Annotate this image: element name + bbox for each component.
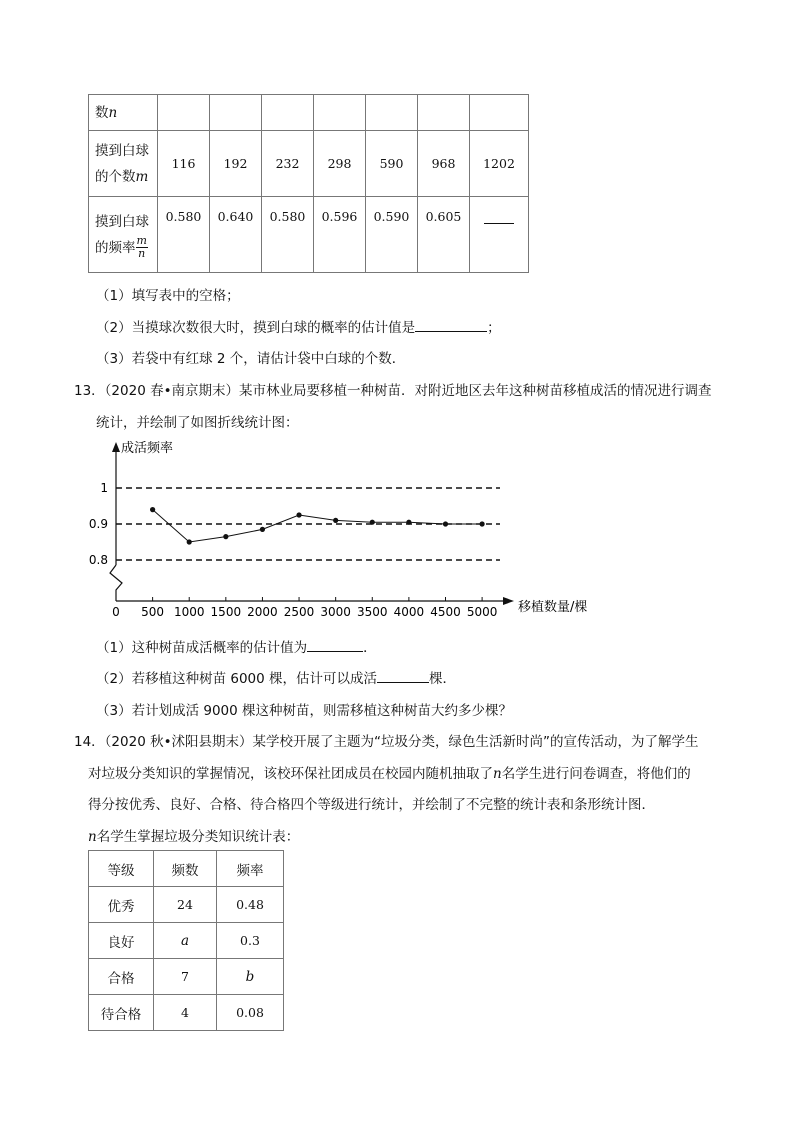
x-tick-label: 1000 xyxy=(173,605,205,619)
empty-cell xyxy=(366,95,418,131)
rate-cell: 0.3 xyxy=(217,923,284,959)
q12-sub1: （1）填写表中的空格； xyxy=(96,288,240,304)
data-point xyxy=(296,512,301,517)
answer-blank-cell xyxy=(470,197,529,273)
chart-axes xyxy=(110,440,587,615)
count-cell: 4 xyxy=(154,995,217,1031)
data-point xyxy=(480,521,485,526)
m-value: 968 xyxy=(418,131,470,197)
table-row xyxy=(89,887,284,923)
row-m-var: m xyxy=(135,168,149,185)
answer-blank xyxy=(415,317,487,332)
answer-blank xyxy=(484,209,514,224)
q13-sub2-end: 棵． xyxy=(429,671,457,687)
f-value: 0.590 xyxy=(366,197,418,273)
x-tick-label: 4000 xyxy=(393,605,425,619)
q14-stem-line3: 得分按优秀、良好、合格、待合格四个等级进行统计，并绘制了不完整的统计表和条形统计图． xyxy=(88,797,655,813)
data-point xyxy=(260,527,265,532)
x-tick-label: 2000 xyxy=(247,605,278,619)
row-label-f xyxy=(89,197,158,273)
y-tick-label: 0.9 xyxy=(88,517,108,531)
table-header: 等级 xyxy=(89,851,154,887)
table-row xyxy=(89,923,284,959)
x-tick-label: 2500 xyxy=(283,605,315,619)
m-value: 1202 xyxy=(470,131,529,197)
q13-sub1-text: （1）这种树苗成活概率的估计值为 xyxy=(96,640,308,656)
data-point xyxy=(443,521,448,526)
row-label-m xyxy=(89,131,158,197)
empty-cell xyxy=(314,95,366,131)
y-tick-label: 1 xyxy=(100,481,108,495)
row-m-label-line2: 的个数 xyxy=(95,168,136,185)
rate-cell: 0.08 xyxy=(217,995,284,1031)
x-tick-label: 5000 xyxy=(466,605,498,619)
m-value: 590 xyxy=(366,131,418,197)
survival-rate-line-chart xyxy=(0,440,794,620)
row-f-label-line2: 的频率 xyxy=(95,239,136,256)
grade-cell: 合格 xyxy=(89,959,154,995)
q13-sub2-text: （2）若移植这种树苗 6000 棵，估计可以成活 xyxy=(96,671,378,687)
grade-cell: 待合格 xyxy=(89,995,154,1031)
m-value: 116 xyxy=(158,131,210,197)
data-point xyxy=(370,520,375,525)
y-tick-label: 0.8 xyxy=(88,553,108,567)
x-axis-label: 移植数量/棵 xyxy=(518,600,588,615)
empty-cell xyxy=(418,95,470,131)
table-caption xyxy=(88,825,299,845)
q14-stem-line2 xyxy=(88,762,691,782)
q12-sub2 xyxy=(96,316,501,336)
q14-line2-post: 名学生进行问卷调查，将他们的 xyxy=(501,766,691,782)
y-axis-label: 成活频率 xyxy=(121,441,174,456)
fraction-numerator: m xyxy=(136,234,147,247)
x-tick-label: 3500 xyxy=(356,605,388,619)
q13-stem-line2: 统计，并绘制了如图折线统计图： xyxy=(96,415,299,431)
f-value: 0.596 xyxy=(314,197,366,273)
m-value: 298 xyxy=(314,131,366,197)
x-tick-label: 0 xyxy=(112,605,120,619)
data-point xyxy=(223,534,228,539)
table-header: 频数 xyxy=(154,851,217,887)
f-value: 0.640 xyxy=(210,197,262,273)
q13-sub1-end: ． xyxy=(363,640,377,656)
f-value: 0.580 xyxy=(262,197,314,273)
x-axis-arrow xyxy=(503,597,514,605)
x-tick-label: 4500 xyxy=(430,605,461,619)
q12-sub2-text: （2）当摸球次数很大时，摸到白球的概率的估计值是 xyxy=(96,320,416,336)
m-value: 192 xyxy=(210,131,262,197)
empty-cell xyxy=(470,95,529,131)
count-cell: a xyxy=(154,923,217,959)
x-tick-label: 3000 xyxy=(320,605,351,619)
q14-line2-var: n xyxy=(493,766,502,782)
q12-sub2-end: ； xyxy=(487,320,501,336)
frequency-table xyxy=(88,94,529,273)
m-value: 232 xyxy=(262,131,314,197)
q13-sub3: （3）若计划成活 9000 棵这种树苗，则需移植这种树苗大约多少棵？ xyxy=(96,703,513,719)
grade-cell: 优秀 xyxy=(89,887,154,923)
data-point xyxy=(150,507,155,512)
empty-cell xyxy=(158,95,210,131)
x-tick-label: 1500 xyxy=(210,605,242,619)
grade-cell: 良好 xyxy=(89,923,154,959)
empty-cell xyxy=(210,95,262,131)
data-point xyxy=(333,518,338,523)
f-value: 0.605 xyxy=(418,197,470,273)
q13-sub2 xyxy=(96,667,456,687)
empty-cell xyxy=(262,95,314,131)
count-cell: 24 xyxy=(154,887,217,923)
f-value: 0.580 xyxy=(158,197,210,273)
answer-blank xyxy=(377,668,429,683)
caption-text: 名学生掌握垃圾分类知识统计表： xyxy=(96,829,300,845)
series-line xyxy=(153,510,482,542)
q14-line2-pre: 对垃圾分类知识的掌握情况，该校环保社团成员在校园内随机抽取了 xyxy=(88,766,493,782)
q13-stem-line1: 13．（2020 春•南京期末）某市林业局要移植一种树苗．对附近地区去年这种树苗移植成活的情况进行调查 xyxy=(74,383,712,399)
q13-sub1 xyxy=(96,636,377,656)
q14-stem-line1: 14．（2020 秋•沭阳县期末）某学校开展了主题为“垃圾分类，绿色生活新时尚”的宣传活动，为了解学生 xyxy=(74,734,699,750)
x-tick-label: 500 xyxy=(141,605,165,619)
caption-var: n xyxy=(88,829,97,845)
fraction-denominator: n xyxy=(138,247,146,260)
data-point xyxy=(406,520,411,525)
header-label: 数 xyxy=(95,104,109,121)
axis-break-mark xyxy=(110,565,122,601)
row-m-label-line1: 摸到白球 xyxy=(95,142,149,159)
y-axis-arrow xyxy=(112,442,120,452)
chart-plot xyxy=(89,481,500,619)
count-cell: 7 xyxy=(154,959,217,995)
grade-stats-table xyxy=(88,850,284,1031)
fraction-m-over-n xyxy=(136,235,148,260)
q12-sub3: （3）若袋中有红球 2 个，请估计袋中白球的个数． xyxy=(96,351,406,367)
table-row xyxy=(89,959,284,995)
answer-blank xyxy=(307,637,363,652)
table-row xyxy=(89,995,284,1031)
rate-cell: 0.48 xyxy=(217,887,284,923)
rate-cell: b xyxy=(217,959,284,995)
header-cell xyxy=(89,95,158,131)
row-f-label-line1: 摸到白球 xyxy=(95,213,149,230)
data-point xyxy=(187,539,192,544)
header-var: n xyxy=(108,104,118,121)
table-header: 频率 xyxy=(217,851,284,887)
